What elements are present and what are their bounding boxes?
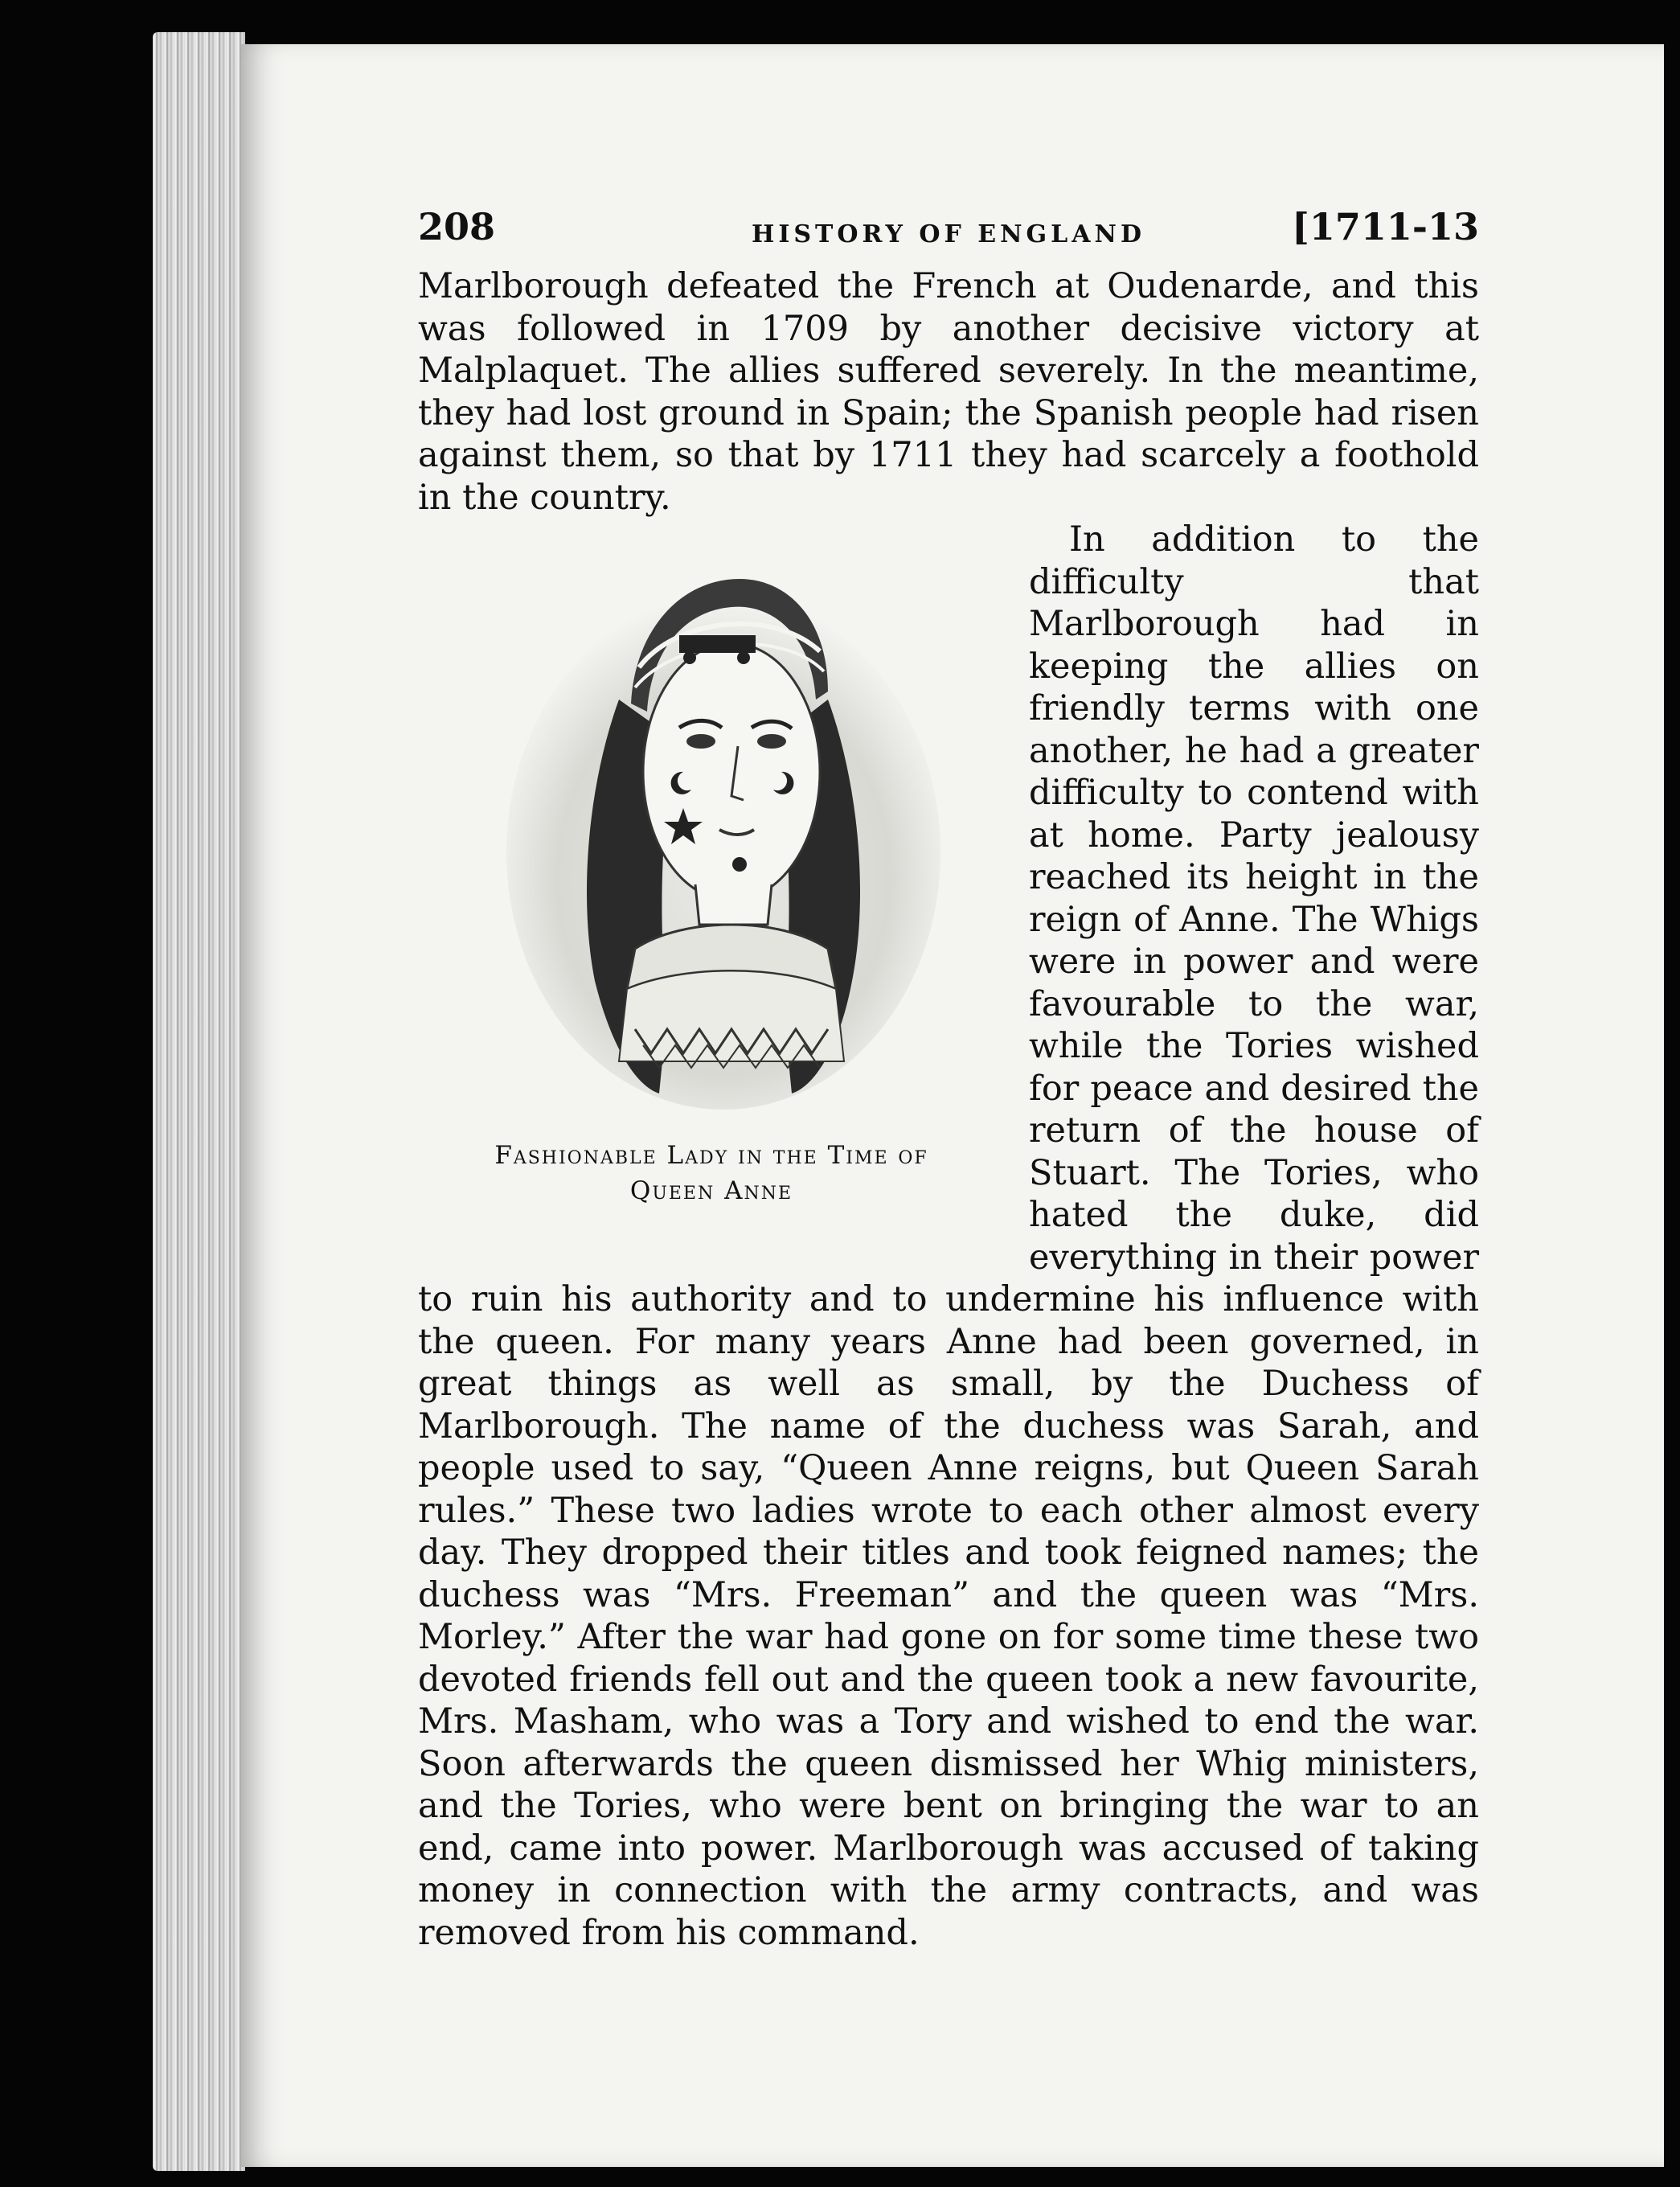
figure bbox=[418, 527, 1005, 1266]
body-text bbox=[418, 265, 1479, 1954]
caption-line-2: Queen Anne bbox=[629, 1176, 793, 1205]
page-number: 208 bbox=[418, 205, 496, 248]
paragraph-1: Marlborough defeated the French at Oudenarde, and this was followed in 1709 by another decisive victory at Malplaquet. The allies suffered severely. In the meantime, they had lost ground in Spain; the Spanish people had risen against them, so that by 1711 they had scarcely a foothold in the country. bbox=[418, 266, 1479, 518]
paragraph-2: In addition to the difficulty that Marlborough had in keeping the allies on friendly terms with one another, he had a greater difficulty to contend with at home. Party jealousy reached its height in the reign of Anne. The Whigs were in power and were favourable to the war, while the Tories wished for peace and desired the return of the house of Stuart. The Tories, who hated the duke, did everything in their power to ruin his authority and to undermine his influence with the queen. For many years Anne had been governed, in great things as well as small, by the Duchess of Marlborough. The name of the duchess was Sarah, and people used to say, “Queen Anne reigns, but Queen Sarah rules.” These two ladies wrote to each other almost every day. They dropped their titles and took feigned names; the duchess was “Mrs. Freeman” and the queen was “Mrs. Morley.” After the war had gone on for some time these two devoted friends fell out and the queen took a new favourite, Mrs. Masham, who was a Tory and wished to end the war. Soon afterwards the queen dismissed her Whig ministers, and the Tories, who were bent on bringing the war to an end, came into power. Marlborough was accused of taking money in connection with the army contracts, and was removed from his command. bbox=[418, 519, 1479, 1953]
portrait-illustration bbox=[498, 531, 949, 1118]
book-page-edges bbox=[153, 32, 245, 2171]
page-content bbox=[418, 193, 1479, 1954]
running-head bbox=[418, 193, 1479, 265]
caption-line-1: Fashionable Lady in the Time of bbox=[494, 1141, 928, 1170]
date-range: [1711-13 bbox=[1292, 205, 1479, 248]
running-title: HISTORY OF ENGLAND bbox=[752, 220, 1145, 248]
book-page bbox=[241, 44, 1664, 2167]
figure-caption bbox=[418, 1138, 1005, 1208]
